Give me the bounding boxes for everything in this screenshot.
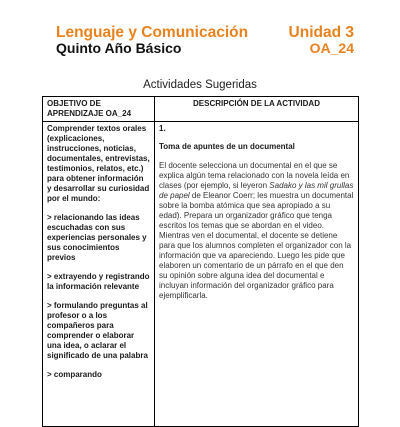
subject-title: Lenguaje y Comunicación <box>56 24 249 41</box>
activity-desc-part2: de Eleanor Coerr; les muestra un documental sobre la bomba atómica que sea apropiado a su edad). Prepara un organizador gráfico que tenga escritos los temas que se abordan en el video. Mientras ven el documental, el docente se detiene para que los alumnos completen el organizador con la información que va apareciendo. Luego les pide que elaboren un comentario de un párrafo en el que den su opinión sobre alguna idea del documental e incluyan información del organizador gráfico para ejemplificarla. <box>159 191 354 300</box>
unit-label: Unidad 3 <box>288 24 354 41</box>
objective-item: > formulando preguntas al profesor o a los compañeros para comprender o elaborar una idea, o aclarar el significado de una palabra <box>47 301 148 360</box>
grade-subtitle: Quinto Año Básico <box>56 40 182 56</box>
activity-number: 1. <box>159 124 166 133</box>
objective-code: OA_24 <box>309 40 354 56</box>
activity-desc-part1: El docente selecciona un documental en el que se explica algún tema relacionado con la novela leída en clases (por ejemplo, si leyeron <box>159 161 350 190</box>
section-title: Actividades Sugeridas <box>143 79 257 91</box>
activity-title: Toma de apuntes de un documental <box>159 142 295 151</box>
objective-column-header: OBJETIVO DE APRENDIZAJE OA_24 <box>43 97 155 122</box>
table-header-row <box>43 97 359 122</box>
table-row <box>43 122 359 427</box>
book-title: Sadako y las mil grullas de papel <box>159 181 354 200</box>
activity-cell <box>155 122 359 427</box>
activity-column-header: DESCRIPCIÓN DE LA ACTIVIDAD <box>155 97 359 122</box>
objective-item: > relacionando las ideas escuchadas con sus experiencias personales y sus conocimientos previos <box>47 213 147 262</box>
objective-item: > extrayendo y registrando la información relevante <box>47 272 150 291</box>
activity-description <box>159 161 354 301</box>
page-header <box>0 0 400 60</box>
activities-table <box>42 96 359 427</box>
objective-item: > comparando <box>47 370 102 379</box>
objective-intro: Comprender textos orales (explicaciones, instrucciones, noticias, documentales, entrevistas, testimonios, relatos, etc.) para obtener información y desarrollar su curiosidad por el mundo: <box>47 124 150 203</box>
objective-cell <box>43 122 155 427</box>
